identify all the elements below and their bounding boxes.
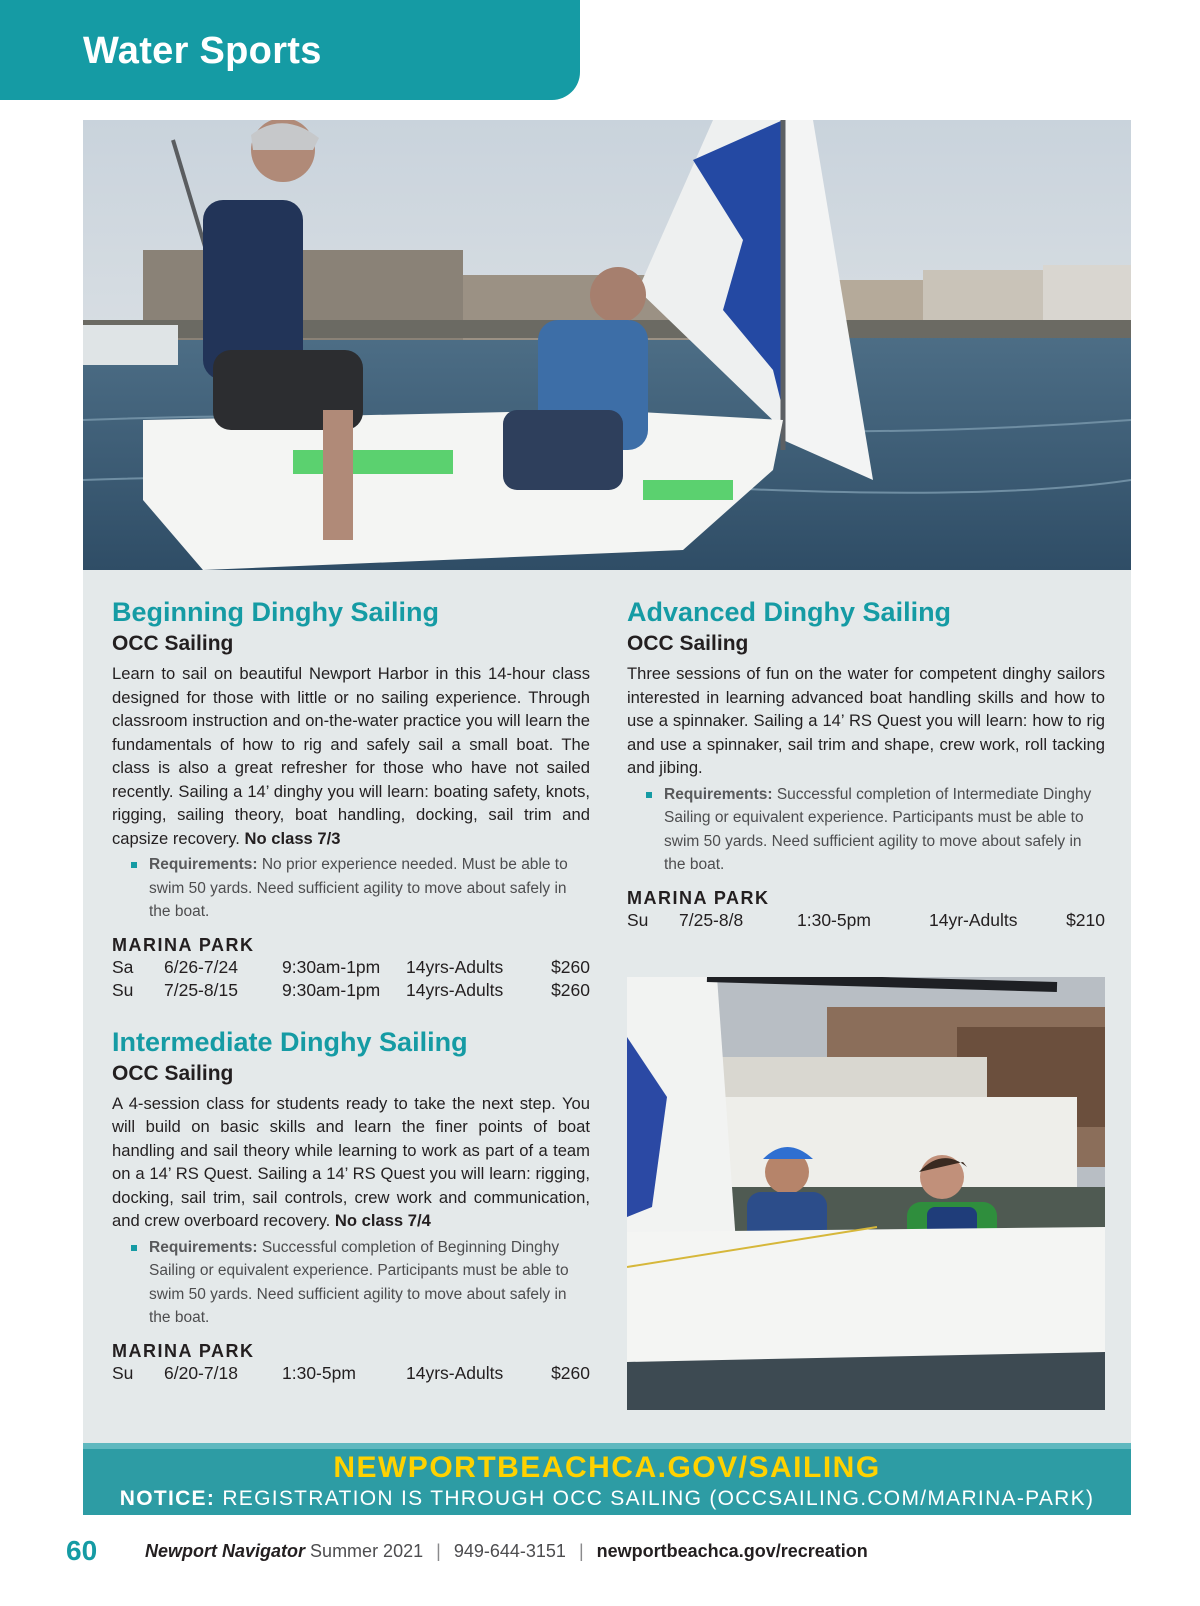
schedule-price: $260 — [551, 1362, 590, 1383]
bullet-icon — [131, 1245, 137, 1251]
course-provider: OCC Sailing — [112, 1061, 234, 1085]
publication-name: Newport Navigator — [145, 1541, 306, 1561]
page-number: 60 — [66, 1535, 98, 1566]
schedule-ages: 14yrs-Adults — [406, 956, 504, 977]
bullet-icon — [646, 792, 652, 798]
requirements-text: Successful completion of Beginning Dinghy Sailing or equivalent experience. Participants must be able to swim 50 yards. Need sufficient agility to move about safely in the boat. — [149, 1238, 569, 1326]
course-description: A 4-session class for students ready to take the next step. You will build on basic skills and learn the finer points of boat handling and sail theory while learning to work as part of a team on a 14’ RS Quest. Sailing a 14’ RS Quest you will learn: rigging, docking, sail trim, sail controls, crew work and communication, and crew overboard recovery. No class 7/4 — [112, 1093, 590, 1230]
schedule-day: Su — [627, 909, 649, 930]
sailing-dinghy-photo — [83, 120, 1131, 570]
left-column — [112, 596, 590, 1385]
venue-name: MARINA PARK — [112, 934, 255, 955]
venue-name: MARINA PARK — [112, 1340, 255, 1361]
course-note: No class 7/3 — [244, 828, 341, 848]
schedule-row — [627, 909, 1105, 932]
course-title: Beginning Dinghy Sailing — [112, 597, 439, 627]
schedule-price: $260 — [551, 956, 590, 977]
schedule-row — [112, 979, 590, 1002]
page-footer — [66, 1535, 1166, 1575]
schedule-day: Su — [112, 1362, 134, 1383]
requirements — [664, 783, 1105, 877]
schedule-ages: 14yrs-Adults — [406, 979, 504, 1000]
schedule-dates: 7/25-8/8 — [679, 909, 744, 930]
requirements-text: No prior experience needed. Must be able to swim 50 yards. Need sufficient agility to move about safely in the boat. — [149, 856, 568, 920]
requirements — [149, 853, 590, 924]
website-link[interactable]: newportbeachca.gov/recreation — [596, 1541, 868, 1561]
course-title: Intermediate Dinghy Sailing — [112, 1026, 468, 1057]
schedule-dates: 7/25-8/15 — [164, 979, 238, 1000]
registration-banner — [83, 1443, 1131, 1515]
schedule-ages: 14yr-Adults — [929, 909, 1018, 930]
schedule-ages: 14yrs-Adults — [406, 1362, 504, 1383]
separator: | — [578, 1541, 584, 1561]
issue-label: Summer 2021 — [310, 1541, 424, 1561]
venue-name: MARINA PARK — [627, 887, 770, 908]
requirements — [149, 1236, 590, 1330]
course-title: Advanced Dinghy Sailing — [627, 597, 952, 627]
notice-text: REGISTRATION IS THROUGH OCC SAILING (OCCSAILING.COM/MARINA-PARK) — [222, 1487, 1095, 1510]
requirements-text: Successful completion of Intermediate Dinghy Sailing or equivalent experience. Participants must be able to swim 50 yards. Need sufficient agility to move about safely in the boat. — [664, 785, 1092, 873]
course-intermediate — [112, 1026, 590, 1385]
schedule-price: $260 — [551, 979, 590, 1000]
section-title: Water Sports — [83, 30, 322, 72]
requirements-label: Requirements: — [149, 1238, 258, 1256]
requirements-label: Requirements: — [149, 856, 258, 873]
students-sailing-photo — [627, 977, 1105, 1410]
schedule-day: Su — [112, 979, 134, 1000]
course-advanced — [627, 596, 1105, 932]
schedule-dates: 6/20-7/18 — [164, 1362, 238, 1383]
right-column — [627, 596, 1105, 932]
course-note: No class 7/4 — [334, 1211, 431, 1230]
separator: | — [436, 1541, 441, 1561]
schedule-price: $210 — [1066, 909, 1105, 930]
schedule-time: 9:30am-1pm — [282, 956, 381, 977]
schedule-dates: 6/26-7/24 — [164, 956, 238, 977]
course-provider: OCC Sailing — [627, 632, 749, 655]
footer-text — [145, 1541, 868, 1562]
requirements-label: Requirements: — [664, 785, 773, 803]
notice-label: NOTICE: — [119, 1487, 216, 1510]
course-description: Three sessions of fun on the water for competent dinghy sailors interested in learning advanced boat handling skills and how to use a spinnaker. Sailing a 14’ RS Quest you will learn: how to rig and use a spinnaker, sail trim and shape, crew work, roll tacking and jibing. — [627, 664, 1105, 777]
schedule-time: 1:30-5pm — [282, 1362, 356, 1383]
schedule-day: Sa — [112, 956, 134, 977]
sailing-url-link[interactable]: NEWPORTBEACHCA.GOV/SAILING — [333, 1451, 881, 1484]
phone-number: 949-644-3151 — [453, 1541, 566, 1561]
schedule-time: 1:30-5pm — [797, 909, 871, 930]
bullet-icon — [131, 862, 137, 868]
schedule-row — [112, 1362, 590, 1385]
course-description: Learn to sail on beautiful Newport Harbor in this 14-hour class designed for those with little or no sailing experience. Through classroom instruction and on-the-water practice you will learn the fundamentals of how to rig and safely sail a small boat. The class is also a great refresher for those who have not sailed recently. Sailing a 14’ dinghy you will learn: boating safety, knots, rigging, sailing theory, boat handling, docking, sail trim and capsize recovery. No class 7/3 — [112, 664, 590, 848]
section-header-tab — [0, 0, 580, 100]
schedule-row — [112, 956, 590, 979]
schedule-time: 9:30am-1pm — [282, 979, 381, 1000]
registration-notice — [83, 1487, 1131, 1511]
course-beginning — [112, 596, 590, 1002]
course-provider: OCC Sailing — [112, 632, 234, 655]
